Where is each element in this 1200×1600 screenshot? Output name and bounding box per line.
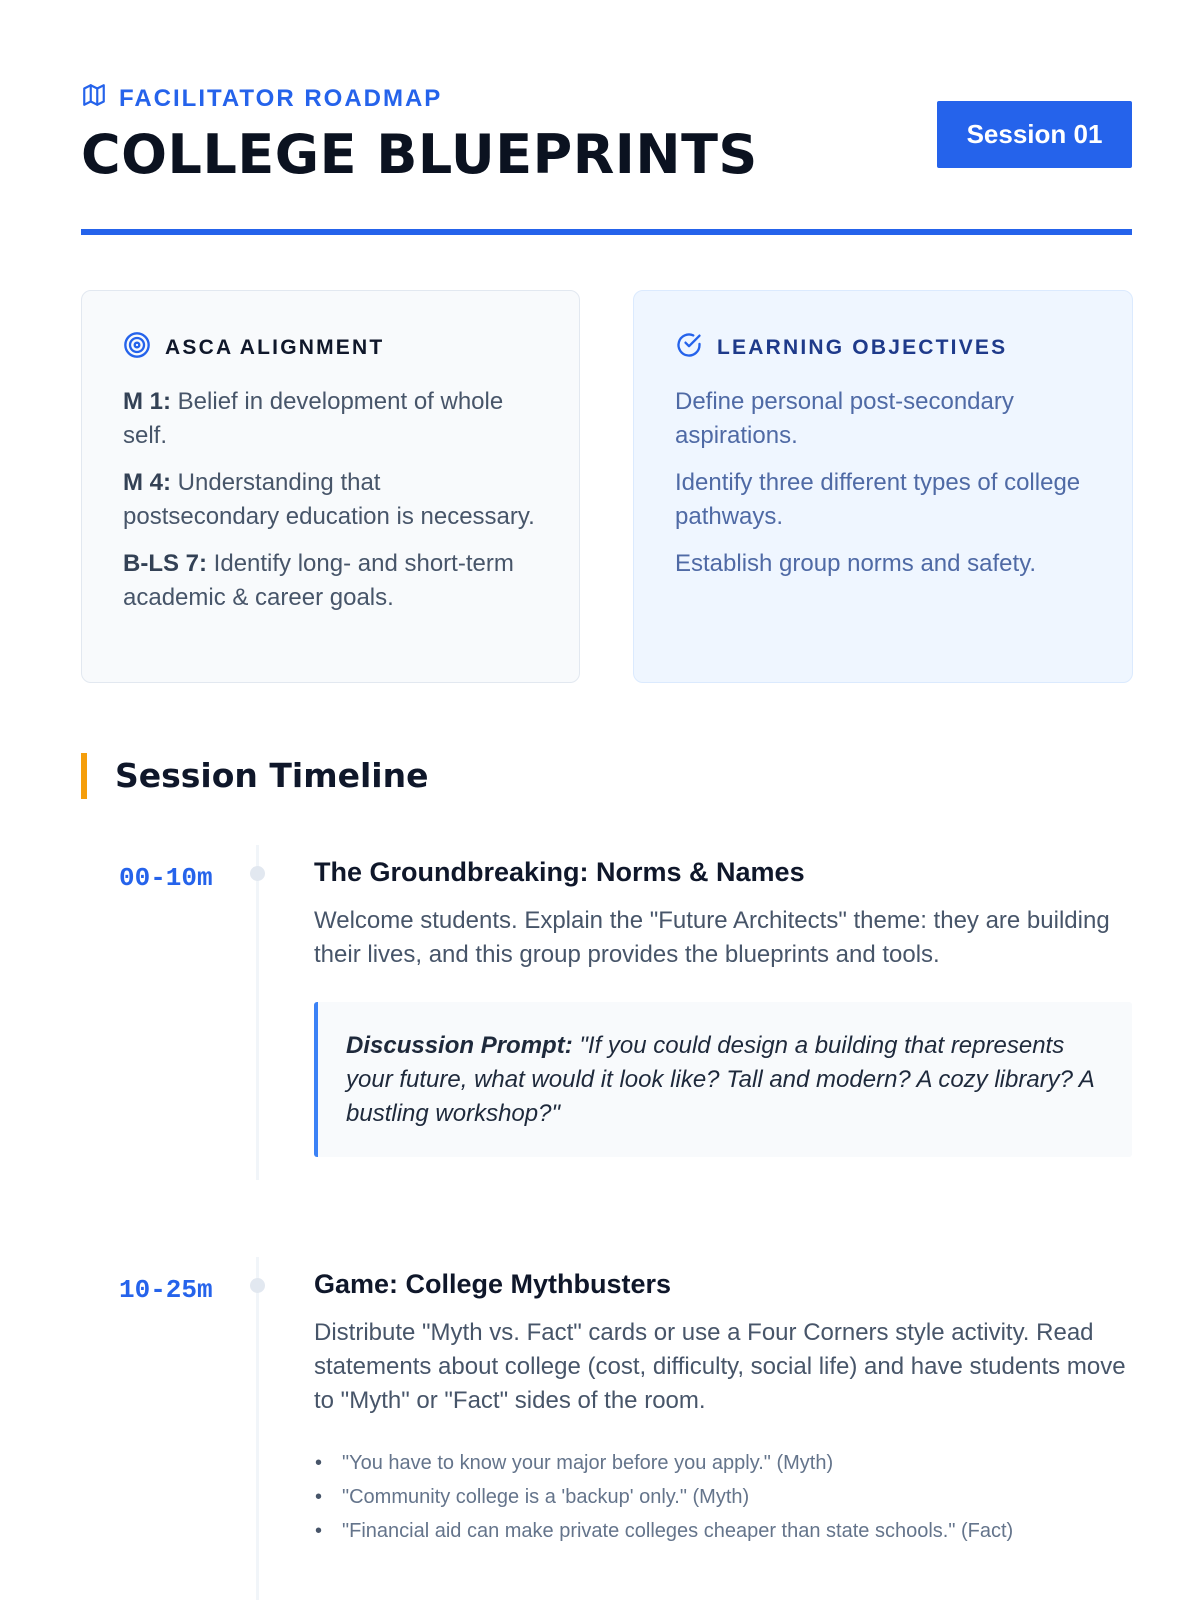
list-item: • "You have to know your major before you apply." (Myth)	[314, 1446, 1132, 1480]
asca-heading-label: ASCA ALIGNMENT	[165, 336, 385, 359]
timeline-description: Welcome students. Explain the "Future Architects" theme: they are building their lives, and this group provides the blueprints and tools.	[314, 907, 1110, 968]
learning-objectives-card	[633, 290, 1133, 683]
timeline-line	[256, 1257, 259, 1600]
myth-statement-list	[314, 1446, 1132, 1548]
objectives-card-heading	[675, 331, 1092, 365]
asca-item-code: B-LS 7:	[123, 550, 207, 577]
asca-item	[123, 385, 539, 453]
prompt-text: "If you could design a building that represents your future, what would it look like? Tall and modern? A cozy library? A bustling workshop?"	[346, 1032, 1094, 1127]
map-icon	[81, 82, 107, 115]
asca-item-text: Identify long- and short-term academic & career goals.	[123, 550, 514, 611]
objective-item: Identify three different types of college pathways.	[675, 469, 1081, 530]
header-divider	[81, 229, 1132, 235]
list-item: • "Community college is a 'backup' only." (Myth)	[314, 1480, 1132, 1514]
asca-item-text: Understanding that postsecondary education is necessary.	[123, 469, 535, 530]
timeline-time: 10-25m	[119, 1275, 213, 1305]
timeline-time: 00-10m	[119, 863, 213, 893]
timeline-body	[314, 845, 1132, 1157]
timeline-line	[256, 845, 259, 1180]
objective-item: Define personal post-secondary aspirations.	[675, 388, 1014, 449]
timeline-item	[81, 1257, 1132, 1600]
timeline-dot	[250, 866, 265, 881]
session-badge: Session 01	[937, 101, 1132, 168]
page-title: COLLEGE BLUEPRINTS	[81, 123, 758, 186]
timeline-dot	[250, 1278, 265, 1293]
objectives-heading-label: LEARNING OBJECTIVES	[717, 336, 1008, 359]
timeline-title: Game: College Mythbusters	[314, 1269, 672, 1299]
list-item: • "Financial aid can make private colleges cheaper than state schools." (Fact)	[314, 1514, 1132, 1548]
kicker-label: FACILITATOR ROADMAP	[119, 84, 443, 112]
prompt-label: Discussion Prompt:	[346, 1032, 573, 1059]
discussion-prompt	[314, 1002, 1132, 1157]
asca-item	[123, 547, 539, 615]
target-icon	[123, 331, 151, 365]
asca-alignment-card	[81, 290, 580, 683]
session-timeline-heading: Session Timeline	[81, 753, 428, 799]
objective-item: Establish group norms and safety.	[675, 550, 1037, 577]
timeline-description: Distribute "Myth vs. Fact" cards or use a Four Corners style activity. Read statements about college (cost, difficulty, social life) and have students move to "Myth" or "Fact" sides of the room.	[314, 1319, 1126, 1414]
timeline-body	[314, 1257, 1132, 1548]
timeline-item	[81, 845, 1132, 1180]
asca-item-text: Belief in development of whole self.	[123, 388, 504, 449]
asca-item	[123, 466, 539, 534]
asca-item-code: M 1:	[123, 388, 171, 415]
page-header	[81, 82, 1132, 236]
asca-item-code: M 4:	[123, 469, 171, 496]
check-circle-icon	[675, 331, 703, 365]
asca-card-heading	[123, 331, 539, 365]
timeline-title: The Groundbreaking: Norms & Names	[314, 857, 805, 887]
